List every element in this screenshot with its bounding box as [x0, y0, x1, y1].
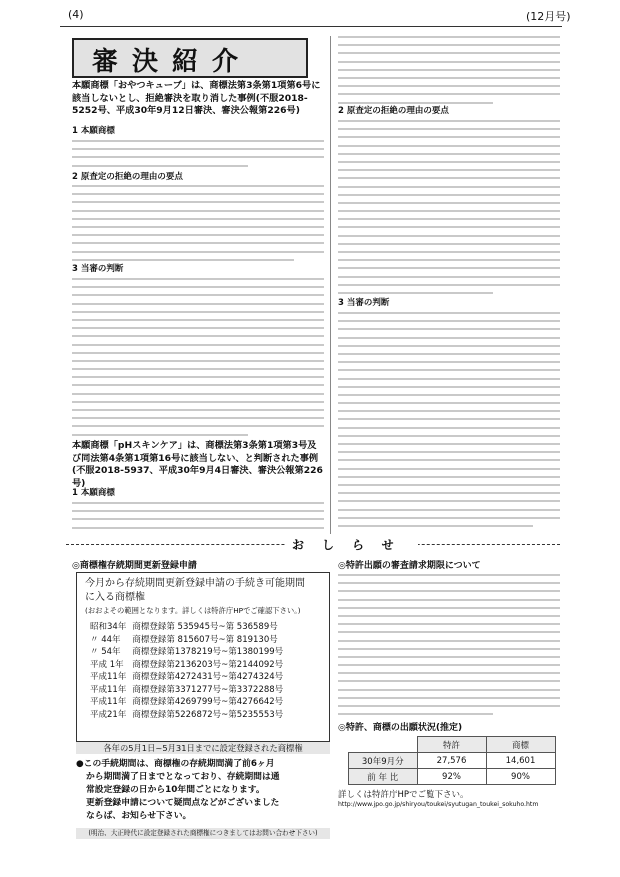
column-divider	[330, 36, 331, 534]
table-row: 平成11年 商標登録第4272431号~第4274324号	[90, 672, 284, 682]
issue-label: (12月号)	[526, 10, 571, 23]
table-row: 昭和34年 商標登録第 535945号~第 536589号	[90, 622, 278, 632]
case1-section-2: 2 原査定の拒絶の理由の要点	[72, 172, 183, 182]
case2-text-3	[338, 312, 560, 533]
case2-section-3: 3 当審の判断	[338, 298, 390, 308]
renewal-footer: (明治、大正時代に設定登録された商標権につきましてはお問い合わせ下さい)	[76, 828, 330, 839]
renewal-box	[76, 572, 330, 742]
renewal-box-line2: に入る商標権	[85, 592, 145, 603]
header-rule	[60, 26, 562, 27]
case1-text-3	[72, 278, 324, 442]
table-row: 前 年 比 92% 90%	[349, 769, 556, 785]
case1-section-1: 1 本願商標	[72, 126, 115, 136]
table-row: 30年9月分 27,576 14,601	[349, 753, 556, 769]
table-row: 特許 商標	[349, 737, 556, 753]
stats-more: 詳しくは特許庁HPでご覧下さい。	[338, 790, 469, 800]
stats-table	[348, 736, 556, 785]
notice-bar-title: おしらせ	[286, 536, 418, 553]
notice-bar	[66, 538, 560, 550]
banner-title: 審決紹介	[92, 47, 253, 77]
table-row: 平成21年 商標登録第5226872号~第5235553号	[90, 709, 284, 720]
case1-heading: 本願商標「おやつキューブ」は、商標法第3条第1項第6号に該当しないとし、拒絶審決を取り消した事例(不服2018-5252号、平成30年9月12日審決、審決公報第226号)	[72, 80, 321, 116]
case1-text-2	[72, 185, 324, 267]
table-row: 平成 1年 商標登録第2136203号~第2144092号	[90, 659, 284, 670]
renewal-table	[87, 621, 286, 721]
renewal-deadline: 各年の5月1日~5月31日までに設定登録された商標権	[76, 742, 330, 754]
table-row: 〃 54年 商標登録第1378219号~第1380199号	[90, 647, 284, 657]
case2-text-1-cont	[338, 36, 560, 110]
patent-review-title: ◎特許出願の審査請求期限について	[338, 561, 481, 571]
section-banner	[72, 38, 308, 78]
right-column	[338, 36, 560, 534]
case2-text-1	[72, 502, 324, 535]
case2-text-2	[338, 120, 560, 300]
renewal-box-line1: 今月から存続期間更新登録申請の手続き可能期間	[85, 578, 305, 589]
renewal-bullet: ●この手続期間は、商標権の存続期間満了前6ヶ月 から期間満了日までとなっており、存続期間は通 常設定登録の日から10年間ごとになります。 更新登録申請について疑問点などがございました ならば、お知らせ下さい。	[76, 759, 280, 821]
case1-text-1	[72, 140, 324, 173]
stats-url[interactable]: http://www.jpo.go.jp/shiryou/toukei/syutugan_toukei_sokuho.htm	[338, 801, 539, 808]
left-column	[72, 80, 324, 534]
table-row: 〃 44年 商標登録第 815607号~第 819130号	[90, 634, 278, 645]
table-row: 平成11年 商標登録第4269799号~第4276642号	[90, 697, 284, 707]
case2-section-2: 2 原査定の拒絶の理由の要点	[338, 106, 449, 116]
page-number: (4)	[68, 8, 84, 21]
renewal-title: ◎商標権存続期間更新登録申請	[72, 561, 197, 571]
case1-section-3: 3 当審の判断	[72, 264, 124, 274]
renewal-box-note: (おおよその範囲となります。詳しくは特許庁HPでご確認下さい。)	[85, 606, 301, 615]
stats-title: ◎特許、商標の出願状況(推定)	[338, 723, 463, 733]
table-row: 平成11年 商標登録第3371277号~第3372288号	[90, 684, 284, 695]
case2-heading: 本願商標「pHスキンケア」は、商標法第3条第1項第3号及び同法第4条第1項第16号に該当しない、と判断された事例(不服2018-5937、平成30年9月4日審決、審決公報第226号)	[72, 440, 323, 489]
case2-section-1: 1 本願商標	[72, 488, 115, 498]
patent-review-text	[338, 574, 560, 721]
